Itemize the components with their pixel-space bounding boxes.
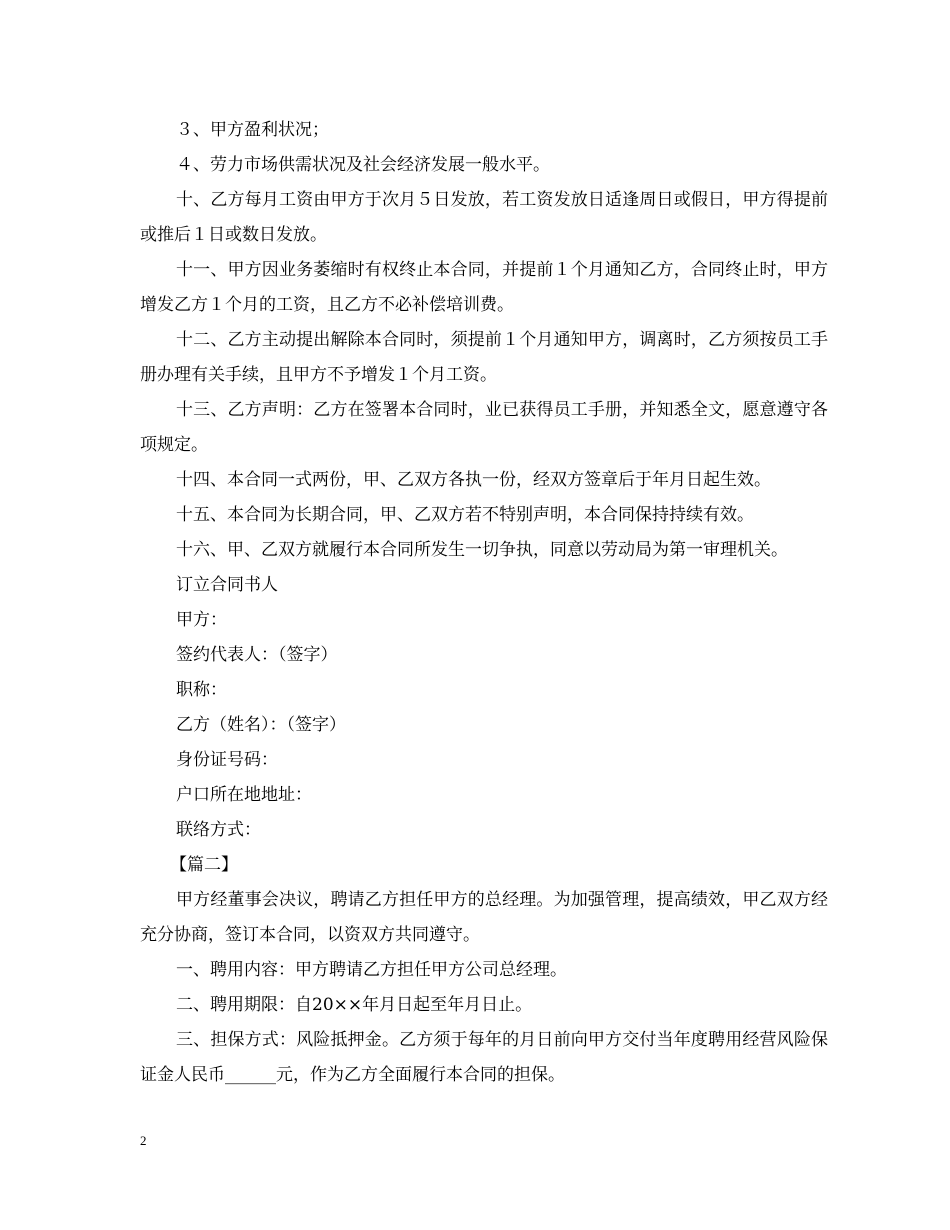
intro-paragraph: 甲方经董事会决议，聘请乙方担任甲方的总经理。为加强管理，提高绩效，甲乙双方经充分协商，签订本合同，以资双方共同遵守。 (140, 890, 828, 945)
signatories-heading: 订立合同书人 (176, 575, 278, 595)
clause-15: 十五、本合同为长期合同，甲、乙双方若不特别声明，本合同保持持续有效。 (176, 505, 754, 525)
job-title-field: 职称： (176, 680, 227, 700)
clause-13: 十三、乙方声明：乙方在签署本合同时，业已获得员工手册，并知悉全文，愿意遵守各项规定。 (140, 400, 828, 455)
paragraph-item-3: ３、甲方盈利状况； (176, 120, 329, 140)
clause-10: 十、乙方每月工资由甲方于次月５日发放，若工资发放日适逢周日或假日，甲方得提前或推后１日或数日发放。 (140, 190, 828, 245)
clause-11: 十一、甲方因业务萎缩时有权终止本合同，并提前１个月通知乙方，合同终止时，甲方增发乙方１个月的工资，且乙方不必补偿培训费。 (140, 260, 828, 315)
contact-field: 联络方式： (176, 820, 261, 840)
party-a-field: 甲方： (176, 610, 227, 630)
paragraph-item-4: ４、劳力市场供需状况及社会经济发展一般水平。 (176, 155, 550, 175)
party-b-name-field: 乙方（姓名）：（签字） (176, 715, 346, 735)
clause-employment-content: 一、聘用内容：甲方聘请乙方担任甲方公司总经理。 (176, 960, 567, 980)
signing-representative-field: 签约代表人：（签字） (176, 645, 338, 665)
page-number: 2 (140, 1133, 147, 1148)
household-address-field: 户口所在地地址： (176, 785, 312, 805)
clause-14: 十四、本合同一式两份，甲、乙双方各执一份，经双方签章后于年月日起生效。 (176, 470, 771, 490)
id-number-field: 身份证号码： (176, 750, 278, 770)
clause-12: 十二、乙方主动提出解除本合同时，须提前１个月通知甲方，调离时，乙方须按员工手册办理有关手续，且甲方不予增发１个月工资。 (140, 330, 828, 385)
clause-guarantee: 三、担保方式：风险抵押金。乙方须于每年的月日前向甲方交付当年度聘用经营风险保证金人民币______元，作为乙方全面履行本合同的担保。 (140, 1030, 828, 1085)
clause-employment-term: 二、聘用期限：自20××年月日起至年月日止。 (176, 995, 533, 1015)
document-body (140, 113, 828, 1093)
section-heading: 【篇二】 (170, 855, 238, 875)
clause-16: 十六、甲、乙双方就履行本合同所发生一切争执，同意以劳动局为第一审理机关。 (176, 540, 788, 560)
